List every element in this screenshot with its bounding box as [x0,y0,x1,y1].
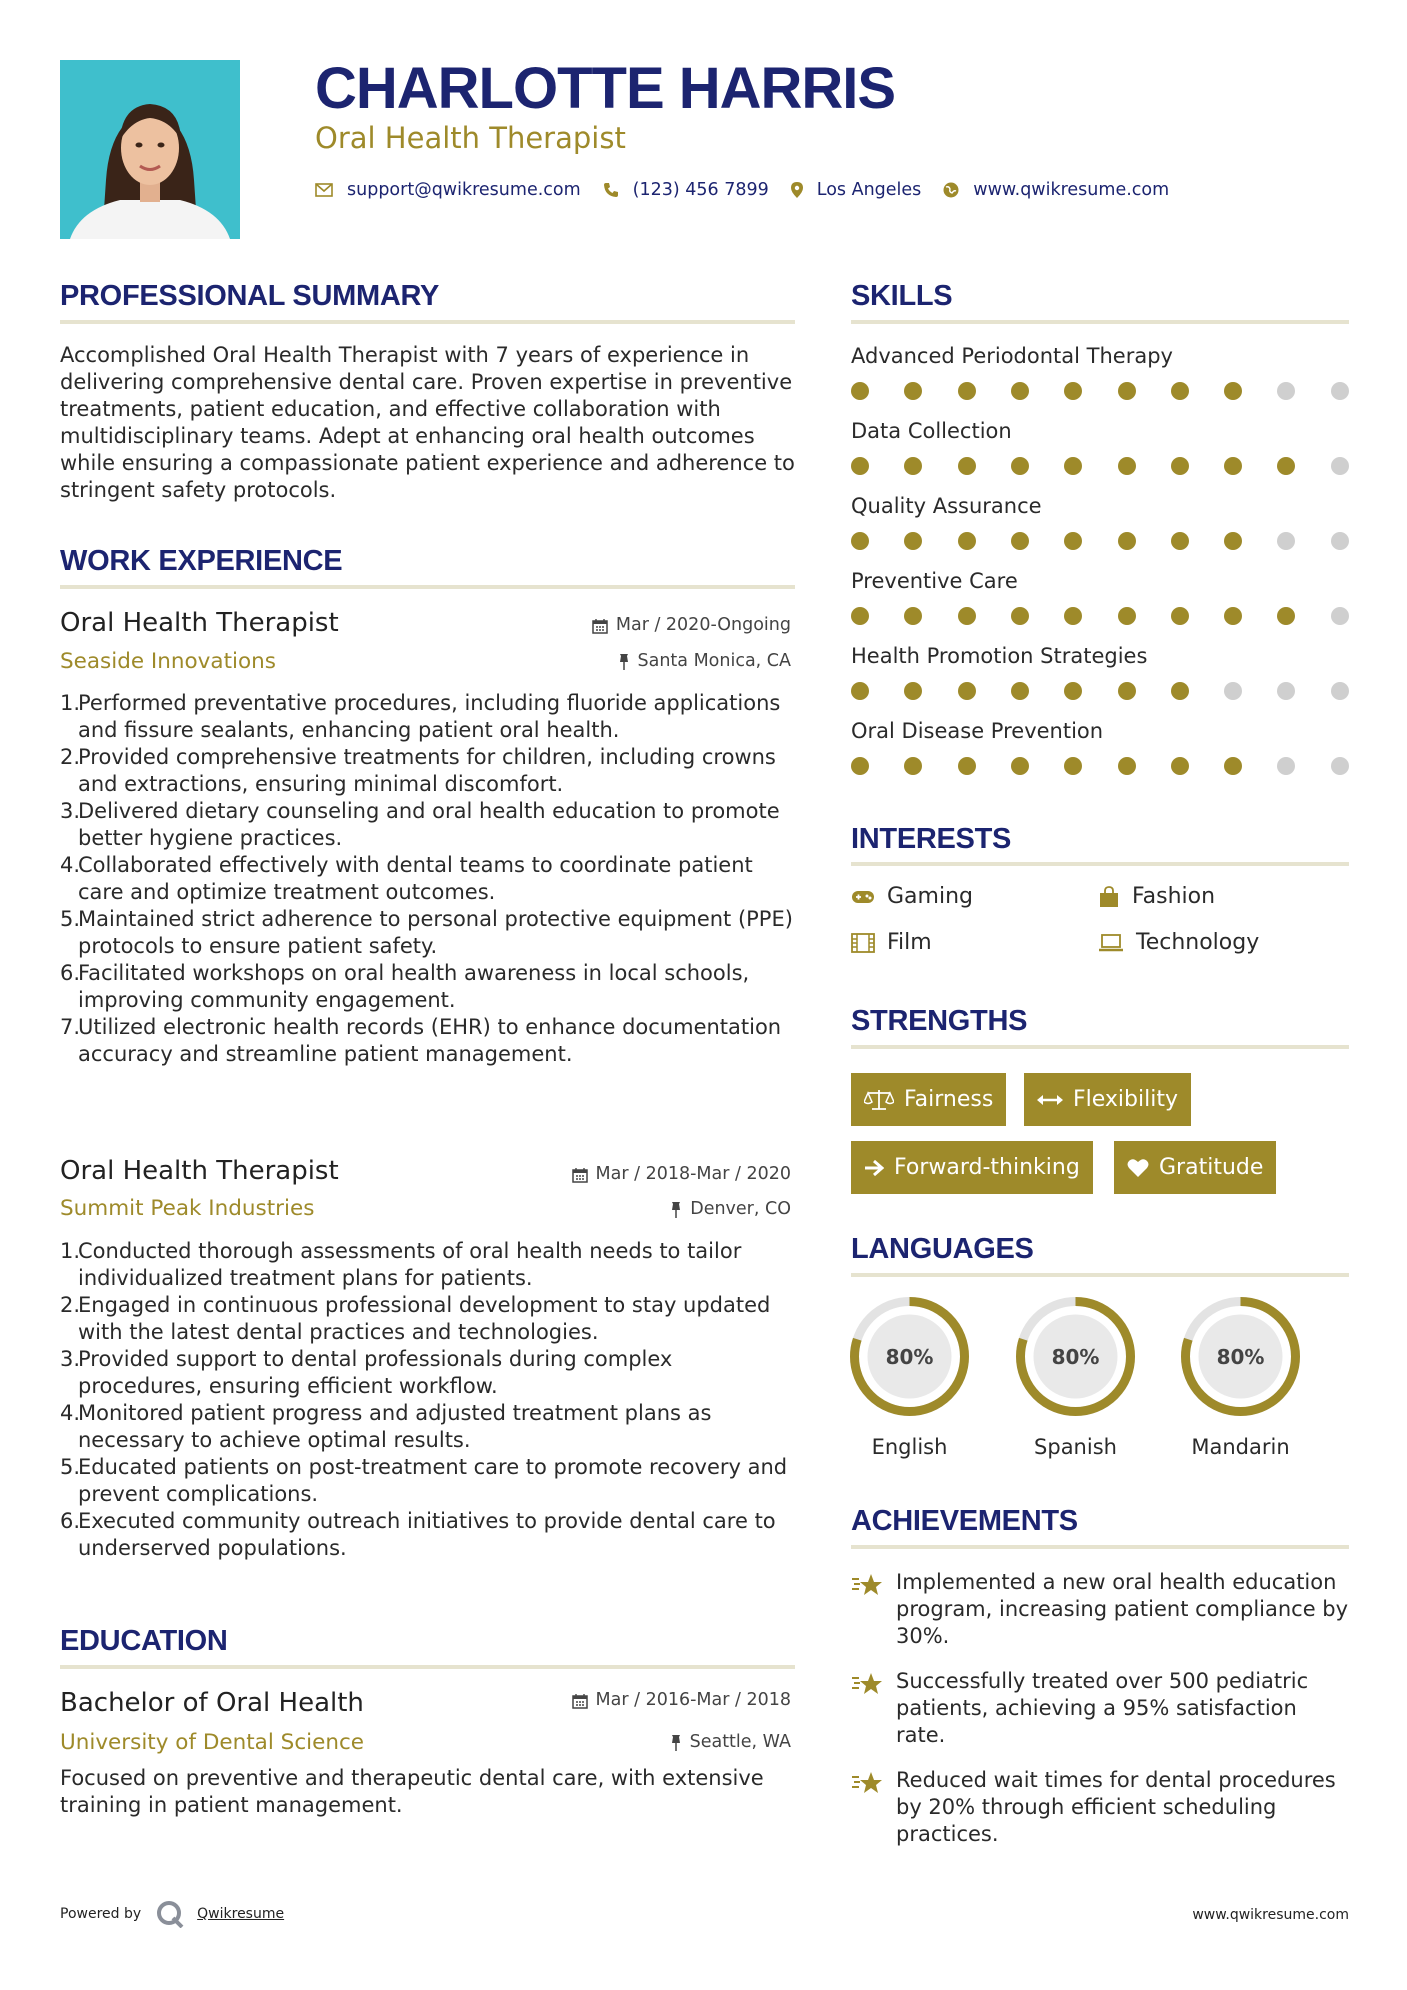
pushpin-icon [670,1202,682,1218]
rating-dot-empty [1331,682,1349,700]
rating-dot-filled [1064,607,1082,625]
summary-divider [60,320,795,324]
rating-dot-filled [904,607,922,625]
rating-dot-filled [1011,382,1029,400]
experience-divider [60,585,795,589]
skill-rating [851,757,1349,775]
rating-dot-empty [1331,532,1349,550]
achievement-text: Implemented a new oral health education program, increasing patient compliance by 30%. [896,1570,1349,1648]
achievements-heading: ACHIEVEMENTS [851,1505,1078,1537]
rating-dot-filled [1064,382,1082,400]
language-progress-ring [1013,1294,1138,1419]
rating-dot-filled [1224,532,1242,550]
calendar-icon [592,618,608,634]
skill-name: Advanced Periodontal Therapy [851,344,1173,368]
rating-dot-empty [1331,382,1349,400]
summary-text: Accomplished Oral Health Therapist with 7 years of experience in delivering comprehensive dental care. Proven expertise in preventive treatments, patient education, and effective collaboration with multidisciplinary teams. Adept at enhancing oral health outcomes while ensuring a compassionate patient experience and adherence to stringent safety protocols. [60,343,795,502]
interests-heading: INTERESTS [851,823,1012,855]
star-medal-icon [851,1767,896,1848]
rating-dot-filled [958,532,976,550]
rating-dot-empty [1331,607,1349,625]
strength-chip [1114,1141,1276,1194]
arrows-horizontal-icon [1037,1093,1063,1107]
job-dates [572,1166,791,1184]
education-heading: EDUCATION [60,1625,228,1657]
interest-label: Fashion [1132,884,1216,909]
rating-dot-filled [1011,532,1029,550]
footer-website[interactable]: www.qwikresume.com [1192,1907,1349,1923]
rating-dot-filled [1118,607,1136,625]
list-item: 5. Educated patients on post-treatment care to promote recovery and prevent complications. [60,1455,788,1506]
shopping-bag-icon [1098,886,1120,908]
interest-item [851,930,932,955]
rating-dot-empty [1277,682,1295,700]
rating-dot-filled [851,607,869,625]
skill-rating [851,457,1349,475]
list-item: 7. Utilized electronic health records (EHR) to enhance documentation accuracy and streamline patient management. [60,1015,782,1066]
rating-dot-filled [904,532,922,550]
rating-dot-filled [958,757,976,775]
strength-label: Forward-thinking [894,1155,1080,1180]
profile-photo [60,60,240,239]
language-percent: 80% [1051,1344,1100,1369]
language-percent: 80% [885,1344,934,1369]
rating-dot-filled [904,682,922,700]
rating-dot-filled [1171,607,1189,625]
skill-rating [851,682,1349,700]
rating-dot-filled [1171,532,1189,550]
job-location [670,1201,791,1219]
job-bullets [60,690,795,1068]
pushpin-icon [670,1735,682,1751]
star-medal-icon [851,1668,896,1749]
interest-item [851,884,973,909]
list-item: 5. Maintained strict adherence to personal protective equipment (PPE) protocols to ensure patient safety. [60,907,793,958]
rating-dot-filled [1224,382,1242,400]
skill-rating [851,532,1349,550]
list-item: 4. Collaborated effectively with dental teams to coordinate patient care and optimize treatment outcomes. [60,853,753,904]
rating-dot-empty [1331,757,1349,775]
job-title: Oral Health Therapist [60,1156,339,1186]
job-title: Oral Health Therapist [60,608,339,638]
language-percent: 80% [1216,1344,1265,1369]
job-dates-text: Mar / 2020-Ongoing [615,615,791,635]
map-pin-icon [791,182,803,198]
arrow-right-icon [864,1159,884,1177]
phone-icon [603,182,619,198]
rating-dot-filled [1171,457,1189,475]
languages-divider [851,1273,1349,1277]
job-location [618,653,792,671]
website-link[interactable]: www.qwikresume.com [973,180,1170,200]
list-item: 3. Delivered dietary counseling and oral health education to promote better hygiene practices. [60,799,780,850]
rating-dot-filled [958,682,976,700]
email-link[interactable]: support@qwikresume.com [347,180,581,200]
rating-dot-filled [1118,382,1136,400]
rating-dot-filled [851,532,869,550]
rating-dot-filled [1277,457,1295,475]
rating-dot-filled [1118,757,1136,775]
interests-divider [851,862,1349,866]
calendar-icon [572,1167,588,1183]
rating-dot-filled [1118,457,1136,475]
language-progress-ring [1178,1294,1303,1419]
calendar-icon [572,1693,588,1709]
rating-dot-filled [1064,532,1082,550]
rating-dot-filled [851,457,869,475]
rating-dot-filled [1171,382,1189,400]
strength-label: Fairness [904,1087,994,1112]
envelope-icon [315,183,333,197]
interest-label: Technology [1136,930,1260,955]
skills-heading: SKILLS [851,280,953,312]
language-name: Spanish [1034,1435,1117,1459]
skills-divider [851,320,1349,324]
interest-item [1098,884,1215,909]
language-progress-ring [847,1294,972,1419]
achievement-item [851,1668,1351,1749]
laptop-icon [1098,934,1124,952]
rating-dot-empty [1331,457,1349,475]
list-item: 1. Conducted thorough assessments of oral health needs to tailor individualized treatment plans for patients. [60,1239,742,1290]
gamepad-icon [851,889,875,905]
company-name: Seaside Innovations [60,649,276,674]
pushpin-icon [618,654,630,670]
rating-dot-filled [1171,757,1189,775]
rating-dot-filled [904,757,922,775]
job-dates [592,617,791,635]
education-location [670,1734,791,1752]
rating-dot-filled [1224,607,1242,625]
rating-dot-empty [1277,382,1295,400]
achievements-divider [851,1545,1349,1549]
degree-title: Bachelor of Oral Health [60,1688,364,1718]
skill-name: Oral Disease Prevention [851,719,1104,743]
education-location-text: Seattle, WA [689,1732,791,1752]
interest-item [1098,930,1259,955]
rating-dot-filled [958,607,976,625]
skill-name: Data Collection [851,419,1012,443]
strength-label: Flexibility [1073,1087,1178,1112]
heart-icon [1127,1158,1149,1178]
interest-label: Film [887,930,932,955]
rating-dot-empty [1224,682,1242,700]
rating-dot-filled [1011,682,1029,700]
language-item [847,1294,972,1459]
rating-dot-empty [1277,532,1295,550]
rating-dot-filled [851,682,869,700]
skill-name: Quality Assurance [851,494,1042,518]
skill-name: Health Promotion Strategies [851,644,1148,668]
rating-dot-filled [1171,682,1189,700]
list-item: 2. Engaged in continuous professional development to stay updated with the latest dental practices and technologies. [60,1293,771,1344]
rating-dot-filled [1011,457,1029,475]
rating-dot-filled [851,382,869,400]
skill-rating [851,607,1349,625]
list-item: 6. Executed community outreach initiatives to provide dental care to underserved populations. [60,1509,776,1560]
achievement-text: Successfully treated over 500 pediatric patients, achieving a 95% satisfaction rate. [896,1669,1309,1747]
rating-dot-filled [1118,682,1136,700]
rating-dot-filled [1011,607,1029,625]
candidate-title: Oral Health Therapist [315,121,626,155]
candidate-name: CHARLOTTE HARRIS [315,56,896,121]
job-bullets [60,1238,795,1562]
company-name: Summit Peak Industries [60,1196,315,1221]
skill-rating [851,382,1349,400]
achievement-text: Reduced wait times for dental procedures by 20% through efficient scheduling practices. [896,1768,1336,1846]
language-item [1013,1294,1138,1459]
list-item: 1. Performed preventative procedures, including fluoride applications and fissure sealants, enhancing patient oral health. [60,691,781,742]
rating-dot-filled [1224,457,1242,475]
rating-dot-filled [1011,757,1029,775]
star-medal-icon [851,1569,896,1650]
strengths-divider [851,1045,1349,1049]
strength-chip [851,1073,1006,1126]
experience-heading: WORK EXPERIENCE [60,545,343,577]
language-item [1178,1294,1303,1459]
education-dates [572,1692,791,1710]
rating-dot-filled [1064,682,1082,700]
job-location-text: Denver, CO [690,1199,791,1219]
education-description: Focused on preventive and therapeutic dental care, with extensive training in patient management. [60,1766,764,1817]
summary-heading: PROFESSIONAL SUMMARY [60,280,440,312]
rating-dot-filled [1064,757,1082,775]
education-divider [60,1665,795,1669]
list-item: 2. Provided comprehensive treatments for children, including crowns and extractions, ensuring minimal discomfort. [60,745,776,796]
strengths-heading: STRENGTHS [851,1005,1028,1037]
qwikresume-logo-icon [155,1900,185,1928]
strength-chip [851,1141,1093,1194]
list-item: 6. Facilitated workshops on oral health awareness in local schools, improving community engagement. [60,961,750,1012]
rating-dot-filled [1064,457,1082,475]
film-icon [851,933,875,953]
rating-dot-filled [851,757,869,775]
rating-dot-filled [1277,607,1295,625]
rating-dot-filled [958,457,976,475]
phone-text[interactable]: (123) 456 7899 [632,180,769,200]
school-name: University of Dental Science [60,1730,365,1755]
rating-dot-filled [958,382,976,400]
achievement-item [851,1767,1351,1848]
job-dates-text: Mar / 2018-Mar / 2020 [595,1164,791,1184]
location-text: Los Angeles [816,180,922,200]
job-location-text: Santa Monica, CA [637,651,791,671]
powered-by-text: Powered by [60,1906,142,1922]
skill-name: Preventive Care [851,569,1018,593]
education-dates-text: Mar / 2016-Mar / 2018 [595,1690,791,1710]
rating-dot-filled [1118,532,1136,550]
balance-scale-icon [864,1089,894,1111]
list-item: 4. Monitored patient progress and adjusted treatment plans as necessary to achieve optimal results. [60,1401,712,1452]
language-name: Mandarin [1191,1435,1290,1459]
rating-dot-filled [904,457,922,475]
list-item: 3. Provided support to dental professionals during complex procedures, ensuring efficient workflow. [60,1347,673,1398]
footer-powered-by [60,1900,284,1928]
contact-bar [315,180,1191,200]
qwikresume-link[interactable]: Qwikresume [197,1906,285,1922]
languages-heading: LANGUAGES [851,1233,1034,1265]
language-name: English [871,1435,948,1459]
strength-label: Gratitude [1159,1155,1264,1180]
globe-icon [943,182,959,198]
strength-chip [1024,1073,1191,1126]
interest-label: Gaming [887,884,973,909]
rating-dot-filled [1224,757,1242,775]
achievement-item [851,1569,1351,1650]
rating-dot-empty [1277,757,1295,775]
rating-dot-filled [904,382,922,400]
